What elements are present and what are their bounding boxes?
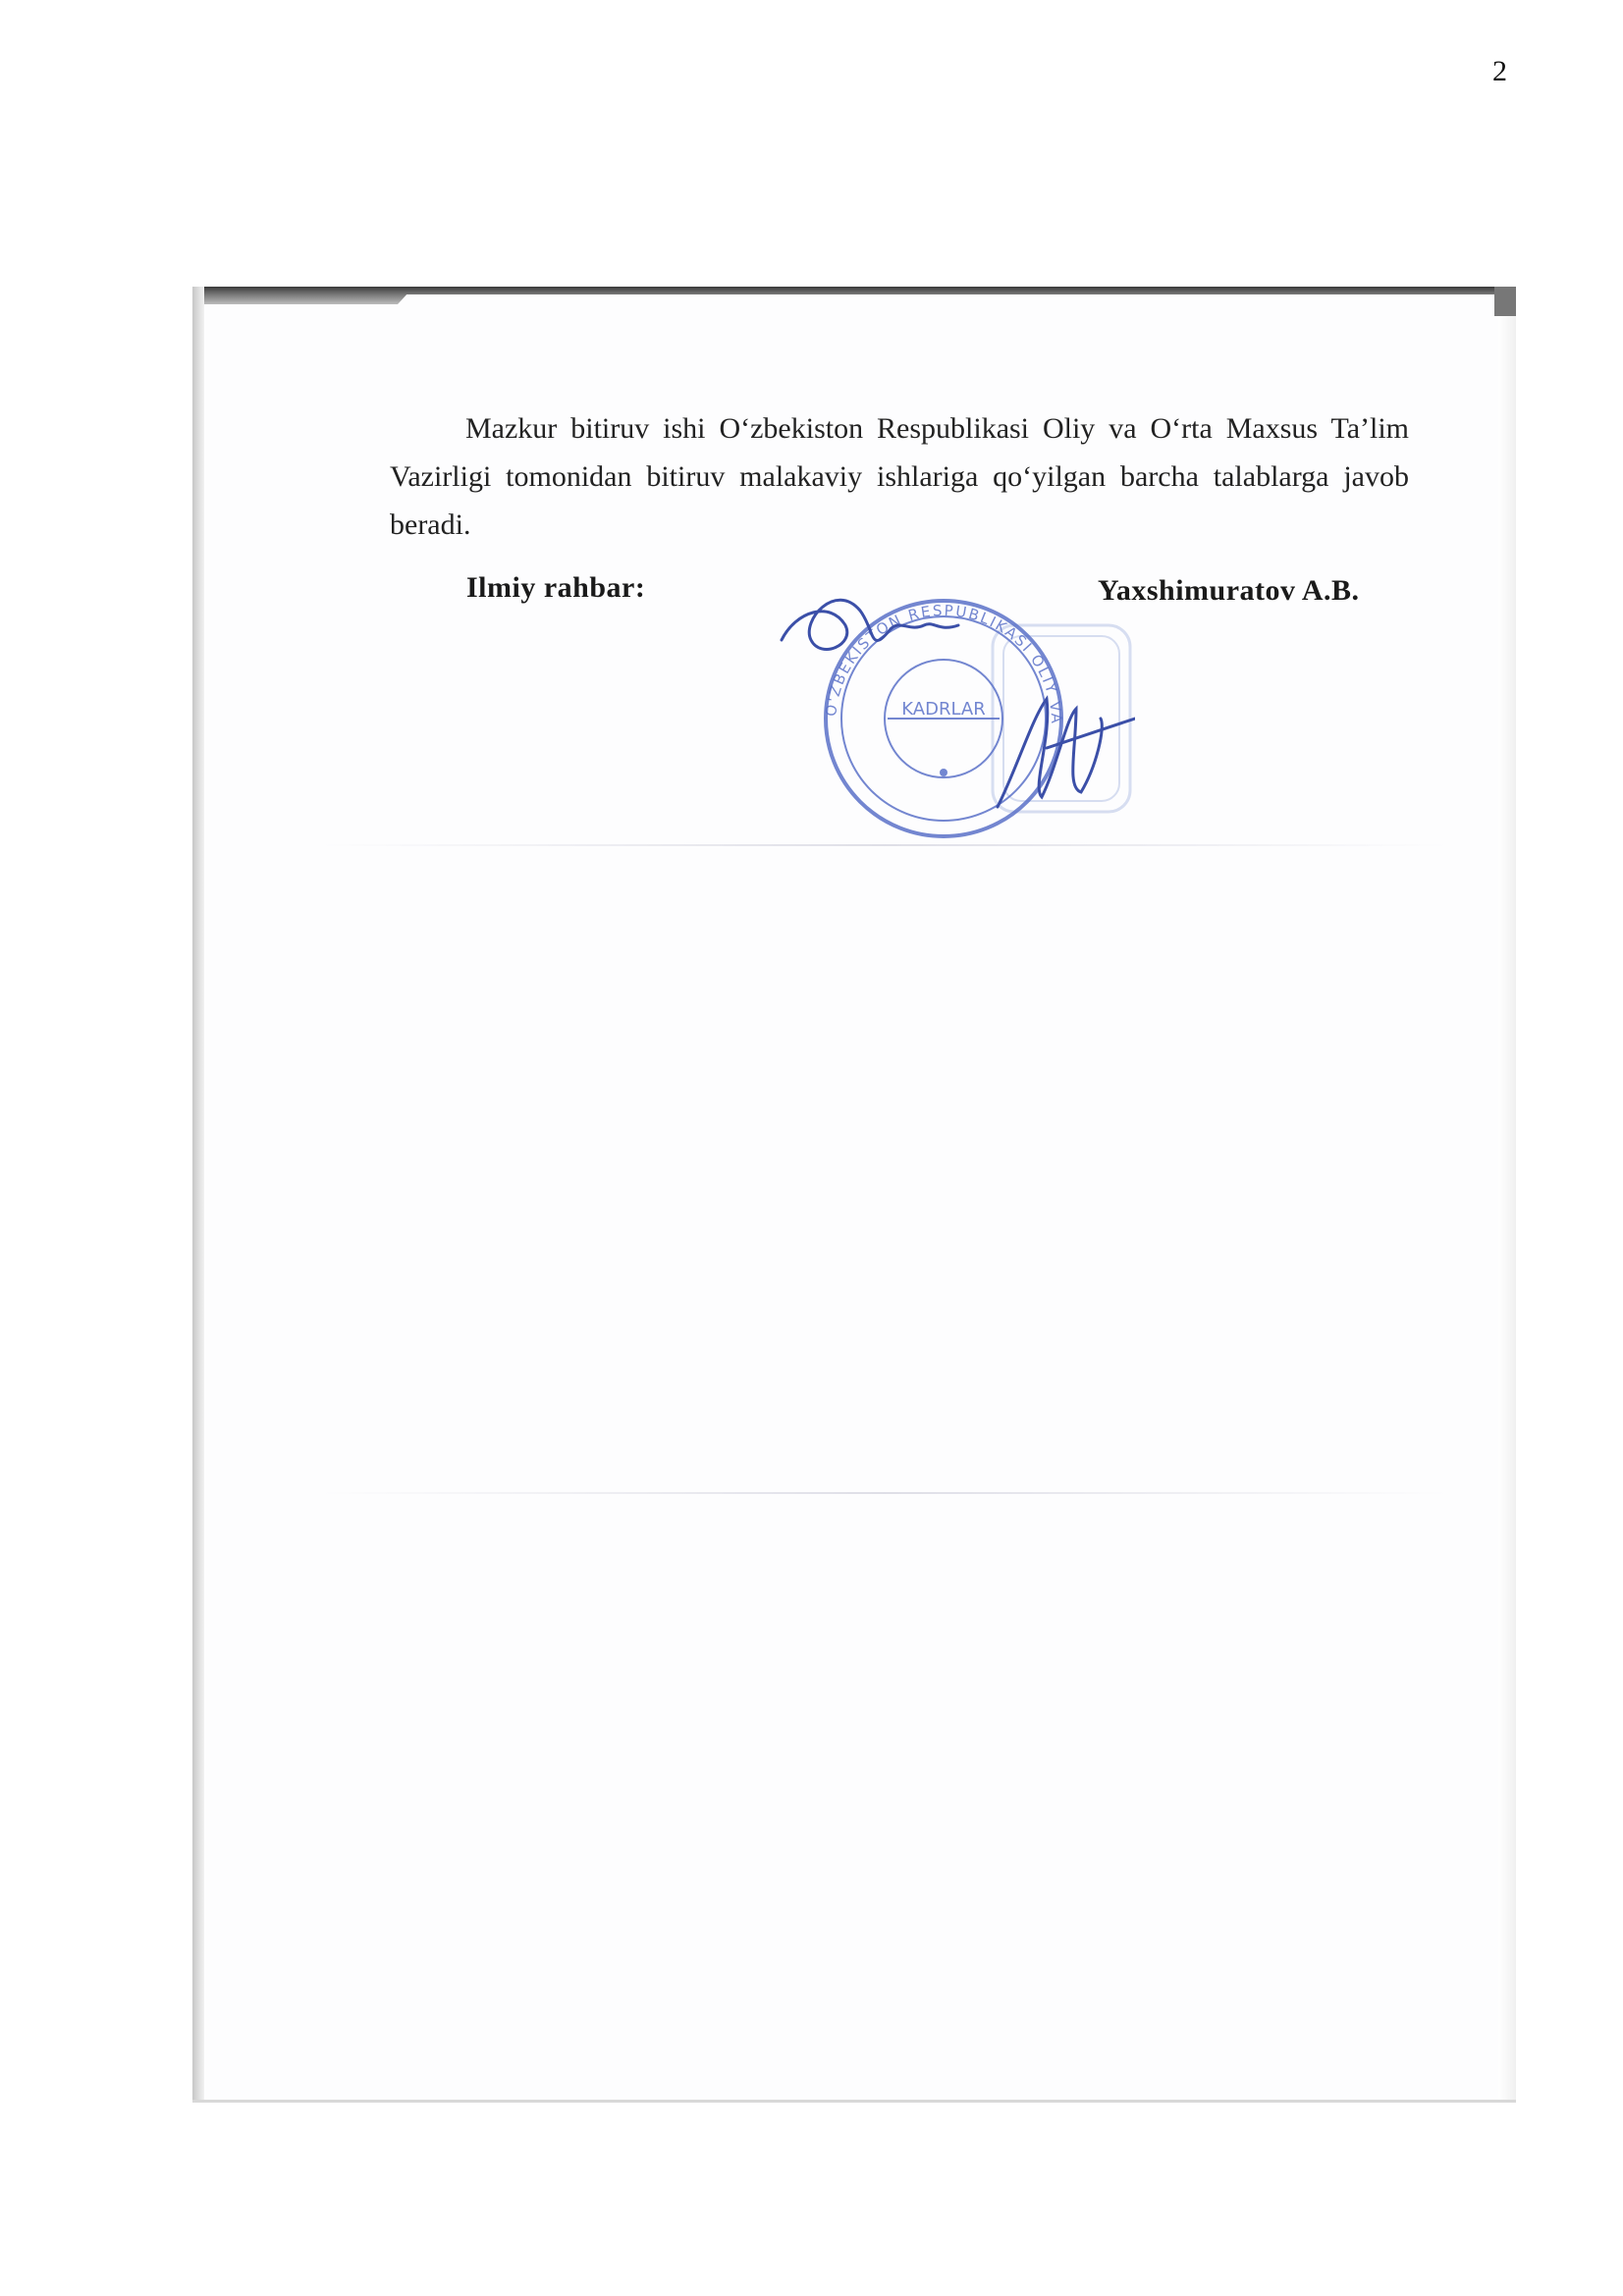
scan-left-edge (192, 287, 204, 2103)
supervisor-label: Ilmiy rahbar: (466, 571, 646, 604)
fold-line (320, 1492, 1449, 1494)
scanned-document (192, 287, 1516, 2103)
scan-corner-shadow (1494, 287, 1516, 316)
stamp-center-text: KADRLAR (901, 699, 986, 720)
paragraph-line: Mazkur bitiruv ishi O‘zbekiston Respublikasi Oliy va O‘rta Maxsus Ta’lim (465, 412, 1409, 445)
stamp-and-signature-graphic (752, 571, 1135, 885)
official-stamp (752, 571, 1135, 885)
scan-top-edge-shadow (192, 293, 408, 304)
signature-scribble (998, 699, 1135, 807)
stamp-dot (940, 769, 947, 776)
scan-right-edge (1498, 316, 1516, 2103)
paragraph-line: beradi. (390, 508, 471, 541)
scan-bottom-edge (192, 2100, 1516, 2103)
stamp-ring-text: O'ZBEKISTON RESPUBLIKASI OLIY VA (822, 601, 1066, 726)
page-number: 2 (1492, 55, 1507, 87)
paragraph-line: Vazirligi tomonidan bitiruv malakaviy ishlariga qo‘yilgan barcha talablarga javob (390, 460, 1409, 493)
approval-paragraph (390, 404, 1409, 549)
supervisor-name: Yaxshimuratov A.B. (1098, 574, 1360, 607)
